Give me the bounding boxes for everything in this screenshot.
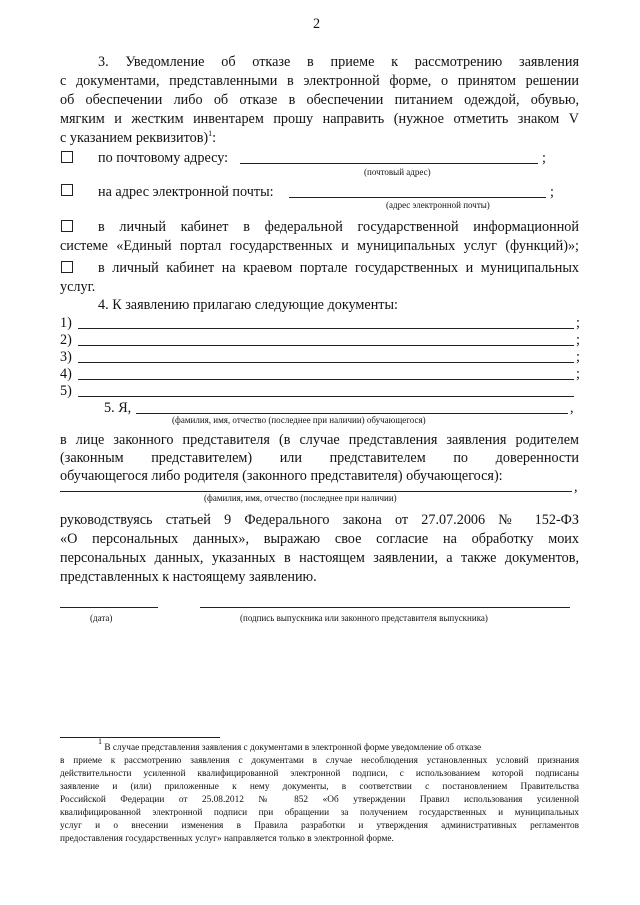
date-line[interactable] [60,607,158,608]
student-name-caption: (фамилия, имя, отчество (последнее при наличии) обучающегося) [172,415,426,425]
representative-line-2: (законным представителем) или представителем по доверенности [60,450,579,466]
doc-item-1-end: ; [576,315,580,331]
representative-name-caption: (фамилия, имя, отчество (последнее при наличии) [204,493,397,503]
regional-portal-line-2: услуг. [60,279,96,295]
doc-item-3-end: ; [576,349,580,365]
email-caption: (адрес электронной почты) [386,200,490,210]
federal-portal-line-2: системе «Единый портал государственных и муниципальных услуг (функций)»; [60,238,579,254]
section3-line-2: с документами, представленными в электронной форме, о принятом решении [60,73,579,89]
federal-portal-line-1: в личный кабинет в федеральной государственной информационной [98,219,579,235]
section4-title: 4. К заявлению прилагаю следующие документы: [98,297,398,313]
doc-item-5-line[interactable] [78,396,574,397]
section5-prefix: 5. Я, [104,400,132,416]
doc-item-2-end: ; [576,332,580,348]
footnote-line-2: в приеме к рассмотрению заявления с документами в случае несоблюдения установленных условий признания [60,756,579,766]
footnote-marker: 1 [98,737,102,746]
federal-portal-checkbox[interactable] [61,220,73,232]
doc-item-3-number: 3) [60,349,72,365]
page-number: 2 [313,16,321,32]
email-address-line[interactable] [289,197,546,198]
regional-portal-line-1: в личный кабинет на краевом портале государственных и муниципальных [98,260,579,276]
doc-item-3-line[interactable] [78,362,574,363]
doc-item-4-number: 4) [60,366,72,382]
doc-item-5-number: 5) [60,383,72,399]
doc-item-4-line[interactable] [78,379,574,380]
email-label: на адрес электронной почты: [98,184,274,200]
section3-line-3: об обеспечении либо об отказе в обеспечении питанием одеждой, обувью, [60,92,579,108]
footnote-line-3: действительности усиленной квалифицированной электронной подписи, с использованием которой подписаны [60,769,579,779]
consent-line-2: «О персональных данных», выражаю свое согласие на обработку моих [60,531,579,547]
doc-item-1-line[interactable] [78,328,574,329]
section3-last-text: с указанием реквизитов) [60,130,209,146]
footnote-line-8: предоставления государственных услуг» направляется только в электронной форме. [60,834,394,844]
email-semicolon: ; [550,184,554,200]
consent-line-4: представленных к настоящему заявлению. [60,569,317,585]
footnote-reference: 1 [208,129,213,138]
footnote-line-5: Российской Федерации от 25.08.2012 № 852 «Об утверждении Правил использования усиленной [60,795,579,805]
doc-item-4-end: ; [576,366,580,382]
consent-line-1: руководствуясь статьей 9 Федерального закона от 27.07.2006 № 152-ФЗ [60,512,579,528]
representative-line-1: в лице законного представителя (в случае представления заявления родителем [60,432,579,448]
representative-line-3: обучающегося либо родителя (законного представителя) обучающегося): [60,468,503,484]
representative-comma: , [574,479,578,495]
postal-label: по почтовому адресу: [98,150,229,166]
footnote-first-text: В случае представления заявления с документами в электронной форме уведомление об отказе [104,743,482,753]
footnote-line-7: услуг и о внесении изменения в Правила разработки и утверждения административных регламентов [60,821,579,831]
email-checkbox[interactable] [61,184,73,196]
postal-address-line[interactable] [240,163,538,164]
footnote-line-6: квалифицированной электронной подписи при обращении за получением государственных и муниципальных [60,808,579,818]
postal-checkbox[interactable] [61,151,73,163]
footnote-line-1 [98,737,482,755]
doc-item-1-number: 1) [60,315,72,331]
date-caption: (дата) [90,613,113,623]
postal-caption: (почтовый адрес) [364,167,431,177]
consent-line-3: персональных данных, указанных в настоящем заявлении, а также документов, [60,550,579,566]
doc-item-2-number: 2) [60,332,72,348]
postal-semicolon: ; [542,150,546,166]
representative-name-line[interactable] [60,491,572,492]
doc-item-2-line[interactable] [78,345,574,346]
section3-colon: : [212,130,217,146]
section3-line-1: 3. Уведомление об отказе в приеме к рассмотрению заявления [98,54,579,70]
student-name-line[interactable] [136,413,568,414]
section3-line-4: мягким и жестким инвентарем прошу направить (нужное отметить знаком V [60,111,579,127]
section5-comma: , [570,400,574,416]
section3-line-5 [60,129,216,147]
regional-portal-checkbox[interactable] [61,261,73,273]
signature-caption: (подпись выпускника или законного представителя выпускника) [240,613,488,623]
footnote-separator [60,737,220,738]
footnote-line-4: заявление и (или) приложенные к нему документы, в соответствии с постановлением Правительства [60,782,579,792]
signature-line[interactable] [200,607,570,608]
